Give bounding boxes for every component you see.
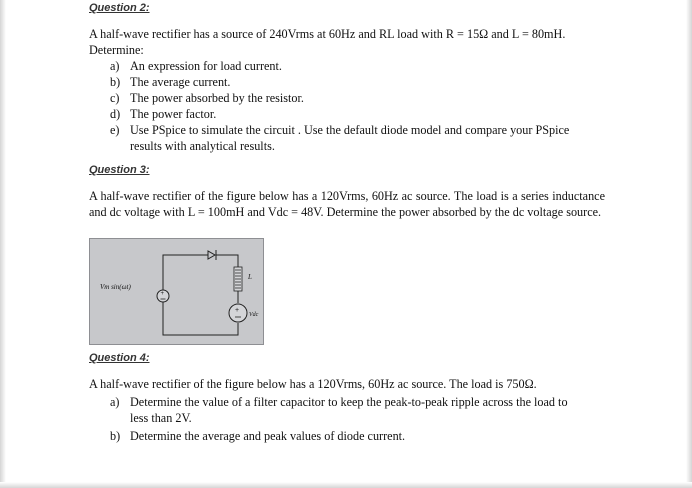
q2-item-e	[110, 122, 610, 154]
ac-source-icon	[157, 290, 169, 302]
q2-item-b-marker: b)	[110, 75, 121, 89]
q2-item-d-text: The power factor.	[130, 107, 217, 121]
q4-item-b-text: Determine the average and peak values of diode current.	[130, 429, 406, 443]
q2-item-a	[110, 58, 610, 74]
q2-item-e-marker: e)	[110, 123, 120, 137]
inductor-label: L	[248, 273, 252, 281]
scan-shadow-bottom	[0, 482, 692, 488]
q2-item-a-text: An expression for load current.	[130, 59, 282, 73]
q4-item-b-marker: b)	[110, 429, 121, 443]
question-2-determine: Determine:	[89, 43, 144, 57]
circuit-figure	[89, 238, 264, 345]
question-2-intro: A half-wave rectifier has a source of 240Vrms at 60Hz and RL load with R = 15Ω and L = 80mH.	[89, 27, 566, 41]
q2-item-d-marker: d)	[110, 107, 121, 121]
q2-item-c	[110, 90, 610, 106]
scan-shadow-right	[686, 0, 692, 488]
q2-item-b	[110, 74, 610, 90]
q4-item-b	[110, 428, 610, 444]
wire-top-left	[163, 255, 208, 291]
dc-label: Vdc	[249, 312, 259, 318]
dc-source-icon	[229, 304, 247, 322]
q4-item-a	[110, 394, 610, 426]
q2-item-e-text-cont: results with analytical results.	[130, 139, 275, 153]
wire-bottom	[163, 301, 238, 335]
question-3-heading: Question 3:	[89, 164, 150, 176]
source-label: Vm sin(ωt)	[100, 283, 131, 291]
svg-text:+: +	[160, 291, 165, 297]
wire-top-right	[216, 255, 238, 267]
q2-item-c-text: The power absorbed by the resistor.	[130, 91, 304, 105]
question-4-heading: Question 4:	[89, 352, 150, 364]
question-4-intro: A half-wave rectifier of the figure below has a 120Vrms, 60Hz ac source. The load is 750Ω.	[89, 377, 537, 391]
inductor-icon	[234, 267, 242, 291]
q2-item-b-text: The average current.	[130, 75, 231, 89]
svg-text:+: +	[235, 307, 240, 314]
q2-item-d	[110, 106, 610, 122]
q2-item-c-marker: c)	[110, 91, 120, 105]
q2-item-a-marker: a)	[110, 59, 120, 73]
q4-item-a-text-cont: less than 2V.	[130, 411, 192, 425]
circuit-diagram	[90, 239, 265, 346]
scan-shadow-left	[0, 0, 6, 488]
q4-item-a-text: Determine the value of a filter capacitor to keep the peak-to-peak ripple across the load to	[130, 395, 568, 409]
question-2-heading: Question 2:	[89, 2, 150, 14]
diode-icon	[208, 250, 216, 260]
question-3-body: A half-wave rectifier of the figure below has a 120Vrms, 60Hz ac source. The load is a series inductance and dc voltage with L = 100mH and Vdc = 48V. Determine the power absorbed by the dc voltage source.	[89, 189, 605, 219]
q2-item-e-text: Use PSpice to simulate the circuit . Use the default diode model and compare your PSpice	[130, 123, 570, 137]
q4-item-a-marker: a)	[110, 395, 120, 409]
